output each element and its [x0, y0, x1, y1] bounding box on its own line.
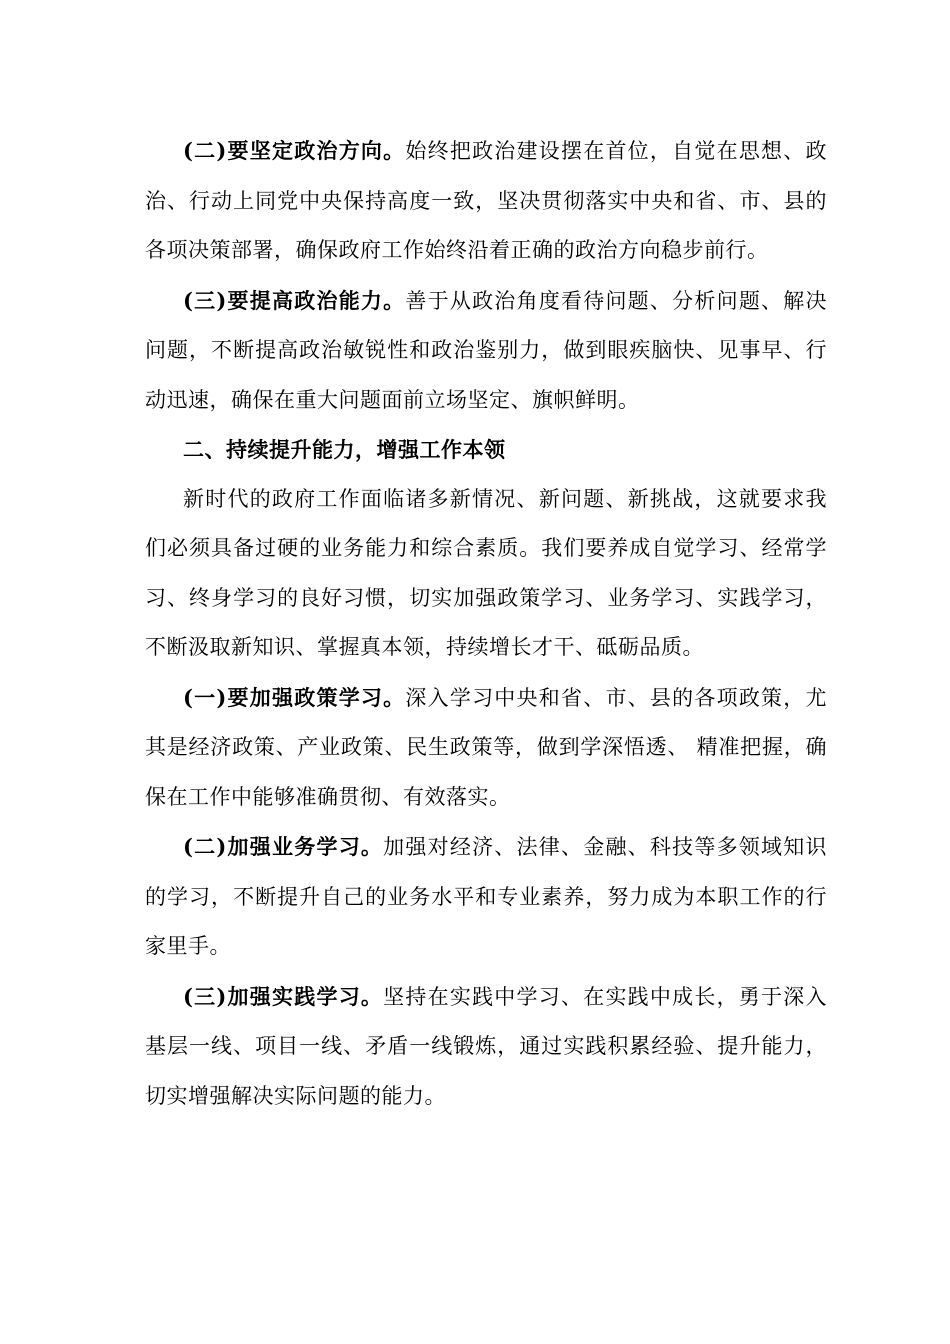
- section-intro: 新时代的政府工作面临诸多新情况、新问题、新挑战，这就要求我们必须具备过硬的业务能力和综合素质。我们要养成自觉学习、经常学习、终身学习的良好习惯，切实加强政策学习、业务学习、实践学习，不断汲取新知识、掌握真本领，持续增长才干、砥砺品质。: [145, 486, 827, 659]
- paragraph-text: 善于从政治角度看待问题、分析问题、解决问题，不断提高政治敏锐性和政治鉴别力，做到眼疾脑快、见事早、行动迅速，确保在重大问题面前立场坚定、旗帜鲜明。: [145, 288, 828, 412]
- paragraph-lead: (一)要加强政策学习。: [183, 684, 406, 710]
- paragraph-text: 深入学习中央和省、市、县的各项政策，尤其是经济政策、产业政策、民生政策等，做到学深悟透、 精准把握，确保在工作中能够准确贯彻、有效落实。: [145, 685, 828, 809]
- paragraph-practice-study: [145, 972, 827, 1122]
- document-page: [145, 126, 827, 1121]
- paragraph-political-ability: [145, 276, 827, 426]
- paragraph-text: 加强对经济、法律、金融、科技等多领域知识的学习，不断提升自己的业务水平和专业素养，努力成为本职工作的行家里手。: [145, 835, 827, 958]
- paragraph-text: 坚持在实践中学习、在实践中成长，勇于深入基层一线、项目一线、矛盾一线锻炼，通过实践积累经验、提升能力，切实增强解决实际问题的能力。: [145, 984, 827, 1108]
- paragraph-policy-study: [145, 673, 827, 823]
- paragraph-lead: (二)加强业务学习。: [183, 834, 384, 859]
- paragraph-lead: (二)要坚定政治方向。: [183, 138, 406, 163]
- paragraph-lead: (三)要提高政治能力。: [183, 287, 406, 313]
- paragraph-business-study: [145, 822, 827, 972]
- paragraph-lead: (三)加强实践学习。: [183, 983, 384, 1009]
- section-heading: 二、持续提升能力，增强工作本领: [183, 437, 506, 462]
- paragraph-text: 始终把政治建设摆在首位，自觉在思想、政治、行动上同党中央保持高度一致，坚决贯彻落实中央和省、市、县的各项决策部署，确保政府工作始终沿着正确的政治方向稳步前行。: [145, 139, 828, 262]
- paragraph-political-direction: [145, 126, 827, 276]
